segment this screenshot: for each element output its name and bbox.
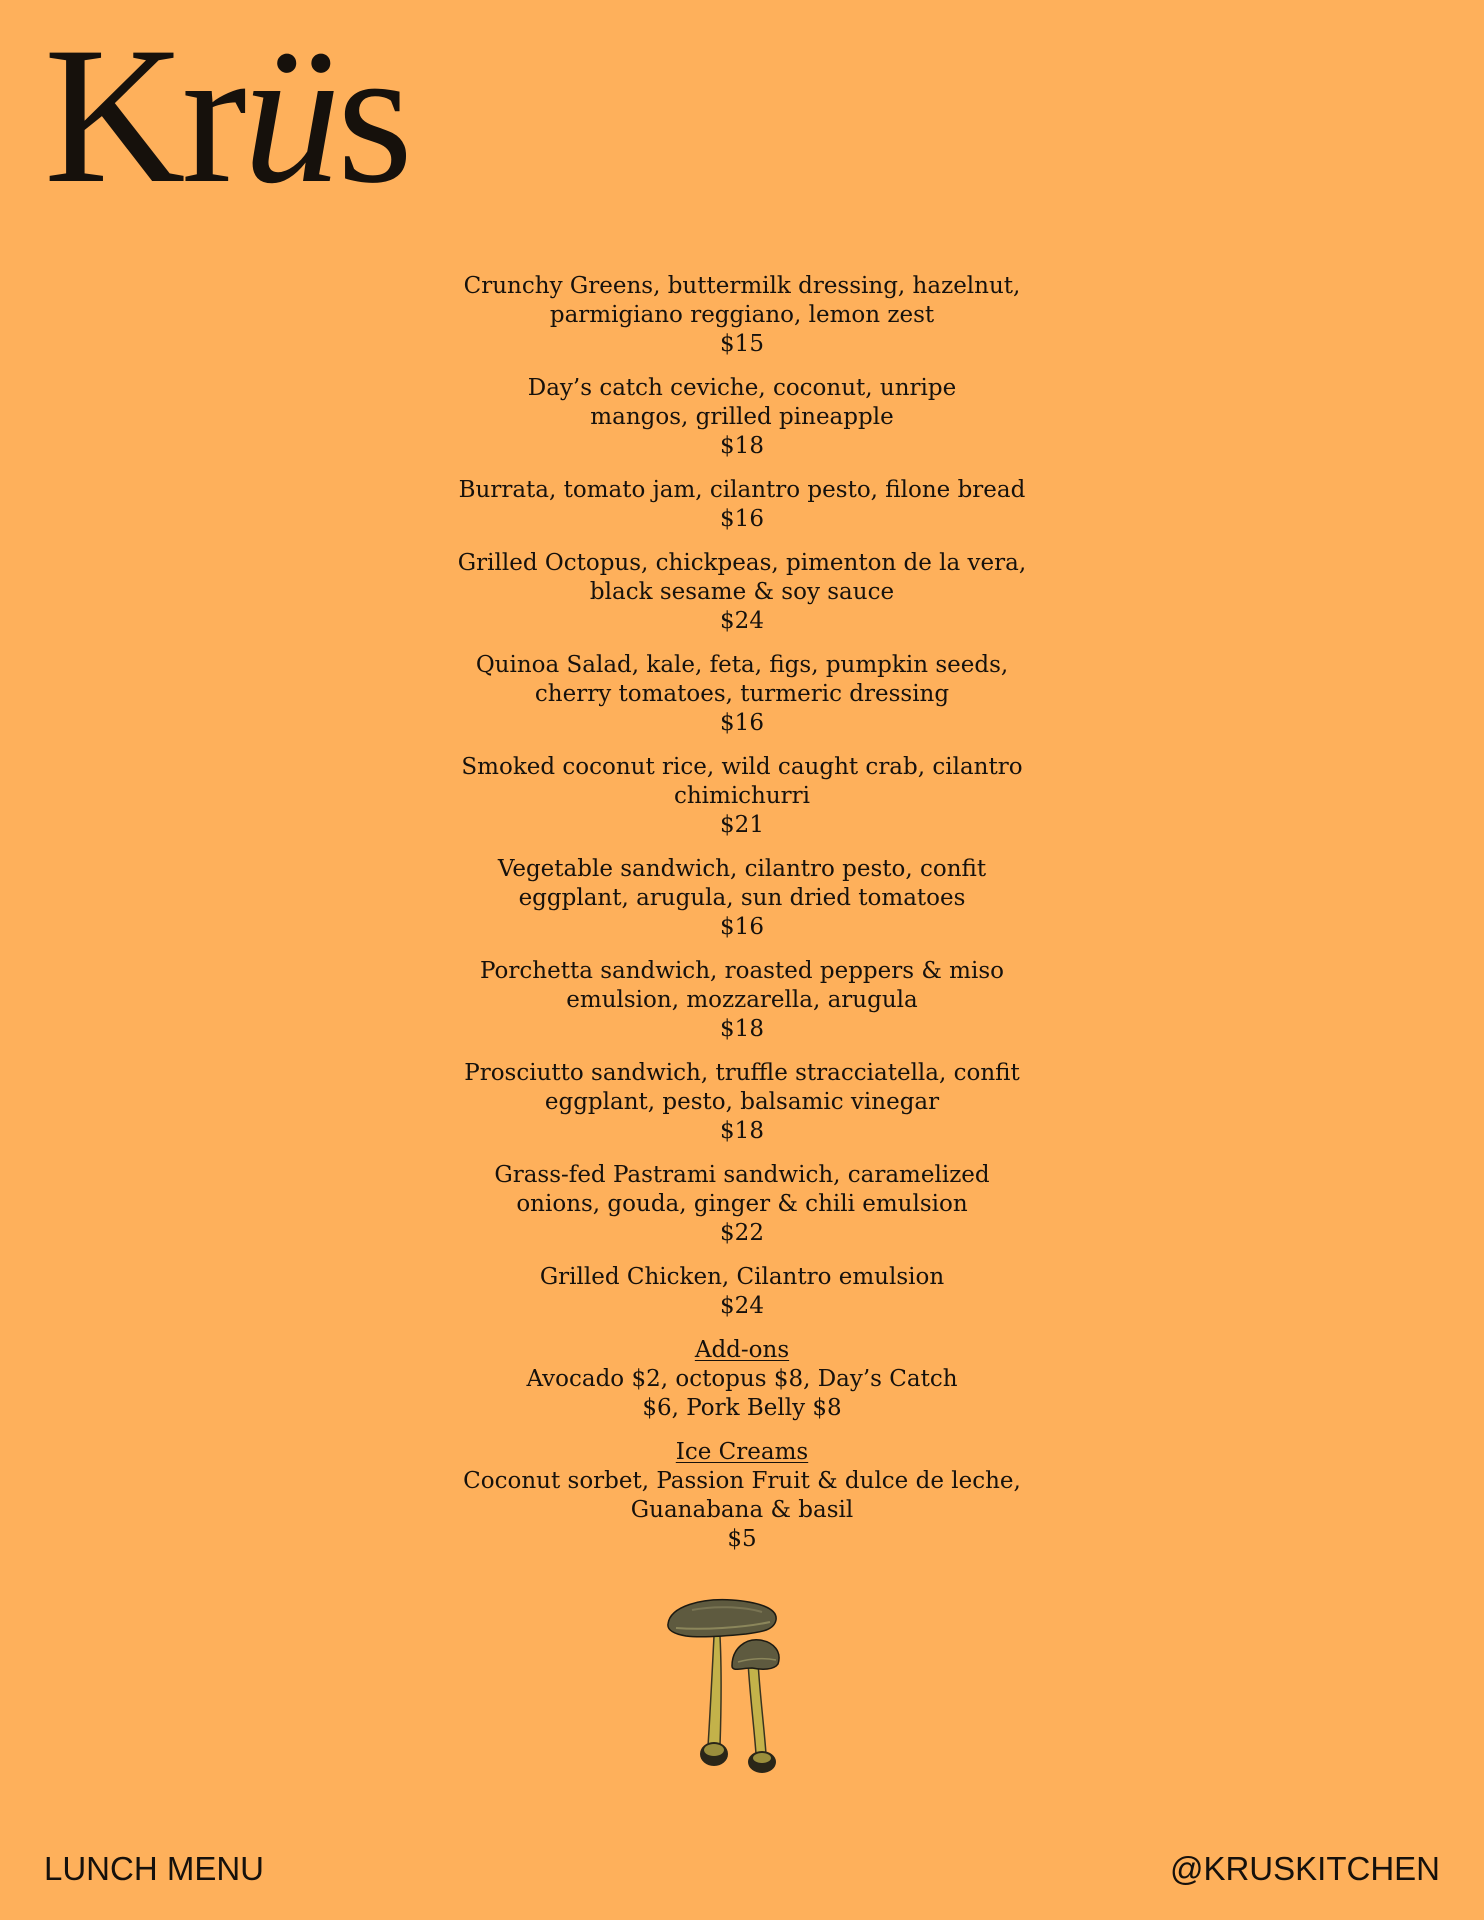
menu-item-pastrami-sandwich — [442, 1161, 1042, 1248]
menu-item-description: Grass-fed Pastrami sandwich, caramelized onions, gouda, ginger & chili emulsion — [494, 1162, 990, 1217]
menu-item-price: $15 — [720, 331, 764, 357]
brand-logo — [44, 7, 410, 224]
icecreams-text: Coconut sorbet, Passion Fruit & dulce de leche, Guanabana & basil — [463, 1468, 1021, 1523]
menu-item-porchetta-sandwich — [442, 957, 1042, 1044]
menu-item-price: $24 — [720, 1293, 764, 1319]
menu-item-quinoa-salad — [442, 651, 1042, 738]
brand-logo-suffix: s — [336, 7, 410, 224]
menu-item-coconut-rice — [442, 753, 1042, 840]
menu-item-price: $16 — [720, 506, 764, 532]
menu-item-price: $16 — [720, 914, 764, 940]
menu-item-ceviche — [442, 374, 1042, 461]
menu-item-price: $16 — [720, 710, 764, 736]
mushroom-small-stem — [748, 1662, 766, 1754]
addons-text: Avocado $2, octopus $8, Day’s Catch $6, Pork Belly $8 — [526, 1366, 958, 1421]
menu-item-crunchy-greens — [442, 272, 1042, 359]
menu-item-description: Vegetable sandwich, cilantro pesto, confit eggplant, arugula, sun dried tomatoes — [497, 856, 987, 911]
mushroom-large-cap — [668, 1600, 776, 1637]
menu-item-description: Day’s catch ceviche, coconut, unripe mangos, grilled pineapple — [527, 375, 957, 430]
menu-item-description: Porchetta sandwich, roasted peppers & miso emulsion, mozzarella, arugula — [480, 958, 1004, 1013]
menu-item-price: $22 — [720, 1220, 764, 1246]
menu-item-description: Crunchy Greens, buttermilk dressing, hazelnut, parmigiano reggiano, lemon zest — [463, 273, 1021, 328]
brand-logo-accent: ü — [242, 7, 337, 224]
menu-item-price: $18 — [720, 1016, 764, 1042]
addons-title: Add-ons — [694, 1337, 790, 1363]
menu-item-vegetable-sandwich — [442, 855, 1042, 942]
brand-logo-prefix: Kr — [44, 7, 243, 224]
icecreams-price: $5 — [727, 1526, 757, 1552]
menu-item-grilled-chicken — [442, 1263, 1042, 1321]
mushroom-large-stem — [708, 1636, 721, 1746]
menu-item-price: $21 — [720, 812, 764, 838]
mushroom-small-cap — [732, 1640, 779, 1670]
menu-item-description: Quinoa Salad, kale, feta, figs, pumpkin seeds, cherry tomatoes, turmeric dressing — [475, 652, 1009, 707]
menu-item-price: $24 — [720, 608, 764, 634]
menu-item-description: Grilled Chicken, Cilantro emulsion — [539, 1264, 945, 1290]
footer-menu-label: LUNCH MENU — [44, 1850, 265, 1887]
menu-item-prosciutto-sandwich — [442, 1059, 1042, 1146]
menu-item-description: Burrata, tomato jam, cilantro pesto, filone bread — [458, 477, 1026, 503]
addons-section — [442, 1336, 1042, 1423]
menu-item-octopus — [442, 549, 1042, 636]
icecreams-title: Ice Creams — [675, 1439, 809, 1465]
menu-item-description: Prosciutto sandwich, truffle stracciatella, confit eggplant, pesto, balsamic vinegar — [464, 1060, 1020, 1115]
icecreams-section — [442, 1438, 1042, 1554]
footer-social-handle: @KRUSKITCHEN — [1169, 1850, 1440, 1887]
menu-list — [442, 272, 1042, 1569]
menu-item-price: $18 — [720, 433, 764, 459]
menu-item-description: Smoked coconut rice, wild caught crab, cilantro chimichurri — [461, 754, 1023, 809]
menu-item-price: $18 — [720, 1118, 764, 1144]
menu-item-burrata — [442, 476, 1042, 534]
mushroom-icon — [662, 1596, 792, 1780]
menu-item-description: Grilled Octopus, chickpeas, pimenton de la vera, black sesame & soy sauce — [457, 550, 1027, 605]
